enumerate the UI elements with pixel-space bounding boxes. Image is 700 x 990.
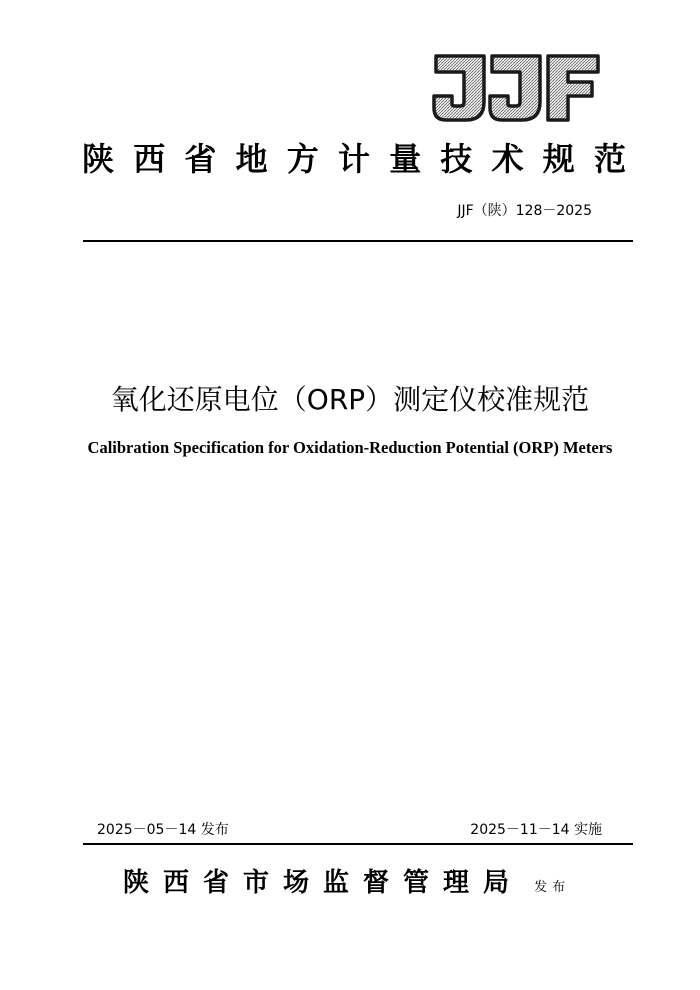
publisher-suffix: 发布 [534,880,571,895]
jjf-logo-graphic [432,52,602,124]
publisher-line [123,866,570,900]
document-title-english: Calibration Specification for Oxidation-Reduction Potential (ORP) Meters [87,438,613,457]
document-title-chinese: 氧化还原电位（ORP）测定仪校准规范 [110,383,590,416]
publisher-name: 陕西省市场监督管理局 [123,868,524,898]
bottom-divider [83,843,633,845]
logo-letter-f [548,56,598,120]
jjf-logo [432,52,602,124]
logo-letter-j-1 [434,56,484,120]
logo-letter-j-2 [490,56,540,120]
top-divider [83,240,633,242]
implementation-date: 2025－11－14 实施 [470,822,602,838]
authority-title: 陕西省地方计量技术规范 [82,140,646,178]
document-number: JJF（陕）128－2025 [457,203,592,219]
issue-date: 2025－05－14 发布 [97,822,229,838]
